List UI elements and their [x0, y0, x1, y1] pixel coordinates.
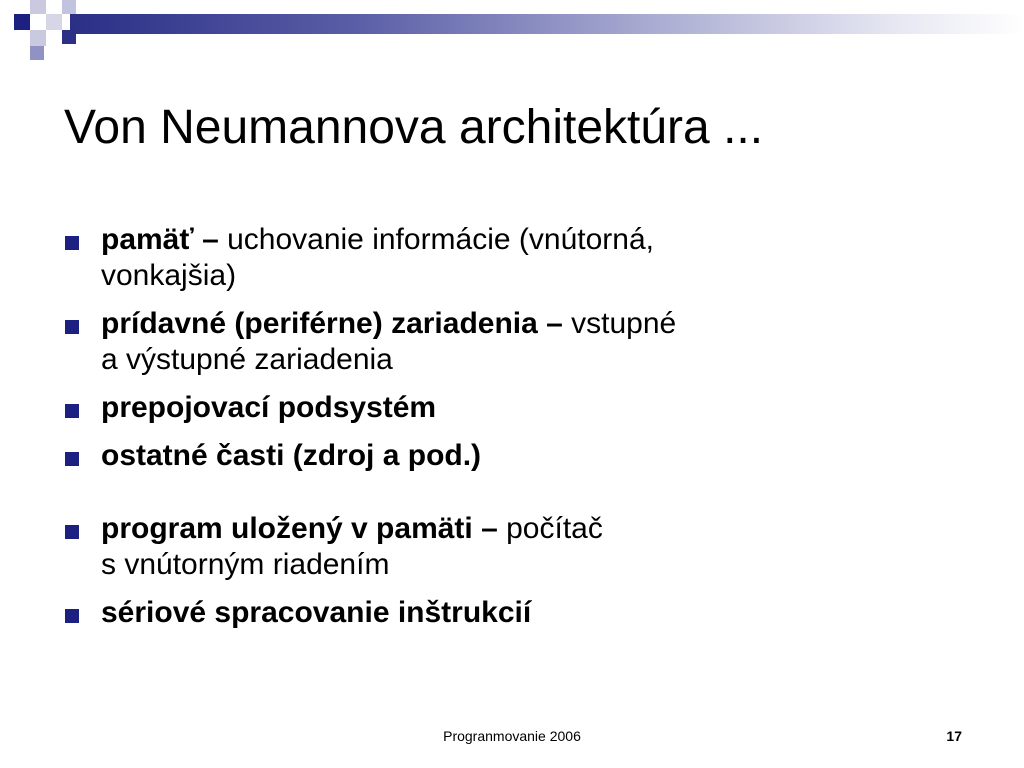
footer-text: Progranmovanie 2006 [443, 728, 581, 744]
top-banner [0, 0, 1024, 64]
bullet-text-continuation: a výstupné zariadenia [101, 343, 393, 376]
page-number: 17 [946, 728, 962, 744]
banner-square [30, 30, 46, 46]
bullet-term: sériové spracovanie inštrukcií [101, 596, 532, 629]
bullet-item [64, 511, 944, 583]
banner-square [30, 46, 44, 60]
bullet-item [64, 438, 944, 474]
bullet-text-continuation: s vnútorným riadením [101, 548, 390, 581]
square-bullet-icon [65, 404, 79, 418]
banner-square [62, 0, 76, 14]
square-bullet-icon [65, 525, 79, 539]
bullet-term: prídavné (periférne) zariadenia – [101, 307, 572, 340]
bullet-item [64, 306, 944, 378]
bullet-text: počítač [506, 512, 603, 545]
bullet-text: vstupné [571, 307, 677, 340]
banner-square [14, 14, 30, 30]
bullet-term: pamäť – [101, 223, 228, 256]
square-bullet-icon [65, 452, 79, 466]
bullet-item [64, 390, 944, 426]
bullet-text-continuation: vonkajšia) [101, 259, 237, 292]
banner-square [46, 14, 62, 30]
bullet-item [64, 595, 944, 631]
square-bullet-icon [65, 236, 79, 250]
bullet-term: program uložený v pamäti – [101, 512, 507, 545]
bullet-term: prepojovací podsystém [101, 391, 437, 424]
banner-square [62, 30, 76, 44]
square-bullet-icon [65, 320, 79, 334]
bullet-text: uchovanie informácie (vnútorná, [227, 223, 654, 256]
bullet-item [64, 222, 944, 294]
square-bullet-icon [65, 609, 79, 623]
bullet-list [64, 222, 944, 643]
banner-gradient-bar [70, 14, 1024, 34]
slide-title: Von Neumannova architektúra ... [64, 101, 764, 154]
banner-square [30, 0, 46, 14]
bullet-term: ostatné časti (zdroj a pod.) [101, 439, 482, 472]
